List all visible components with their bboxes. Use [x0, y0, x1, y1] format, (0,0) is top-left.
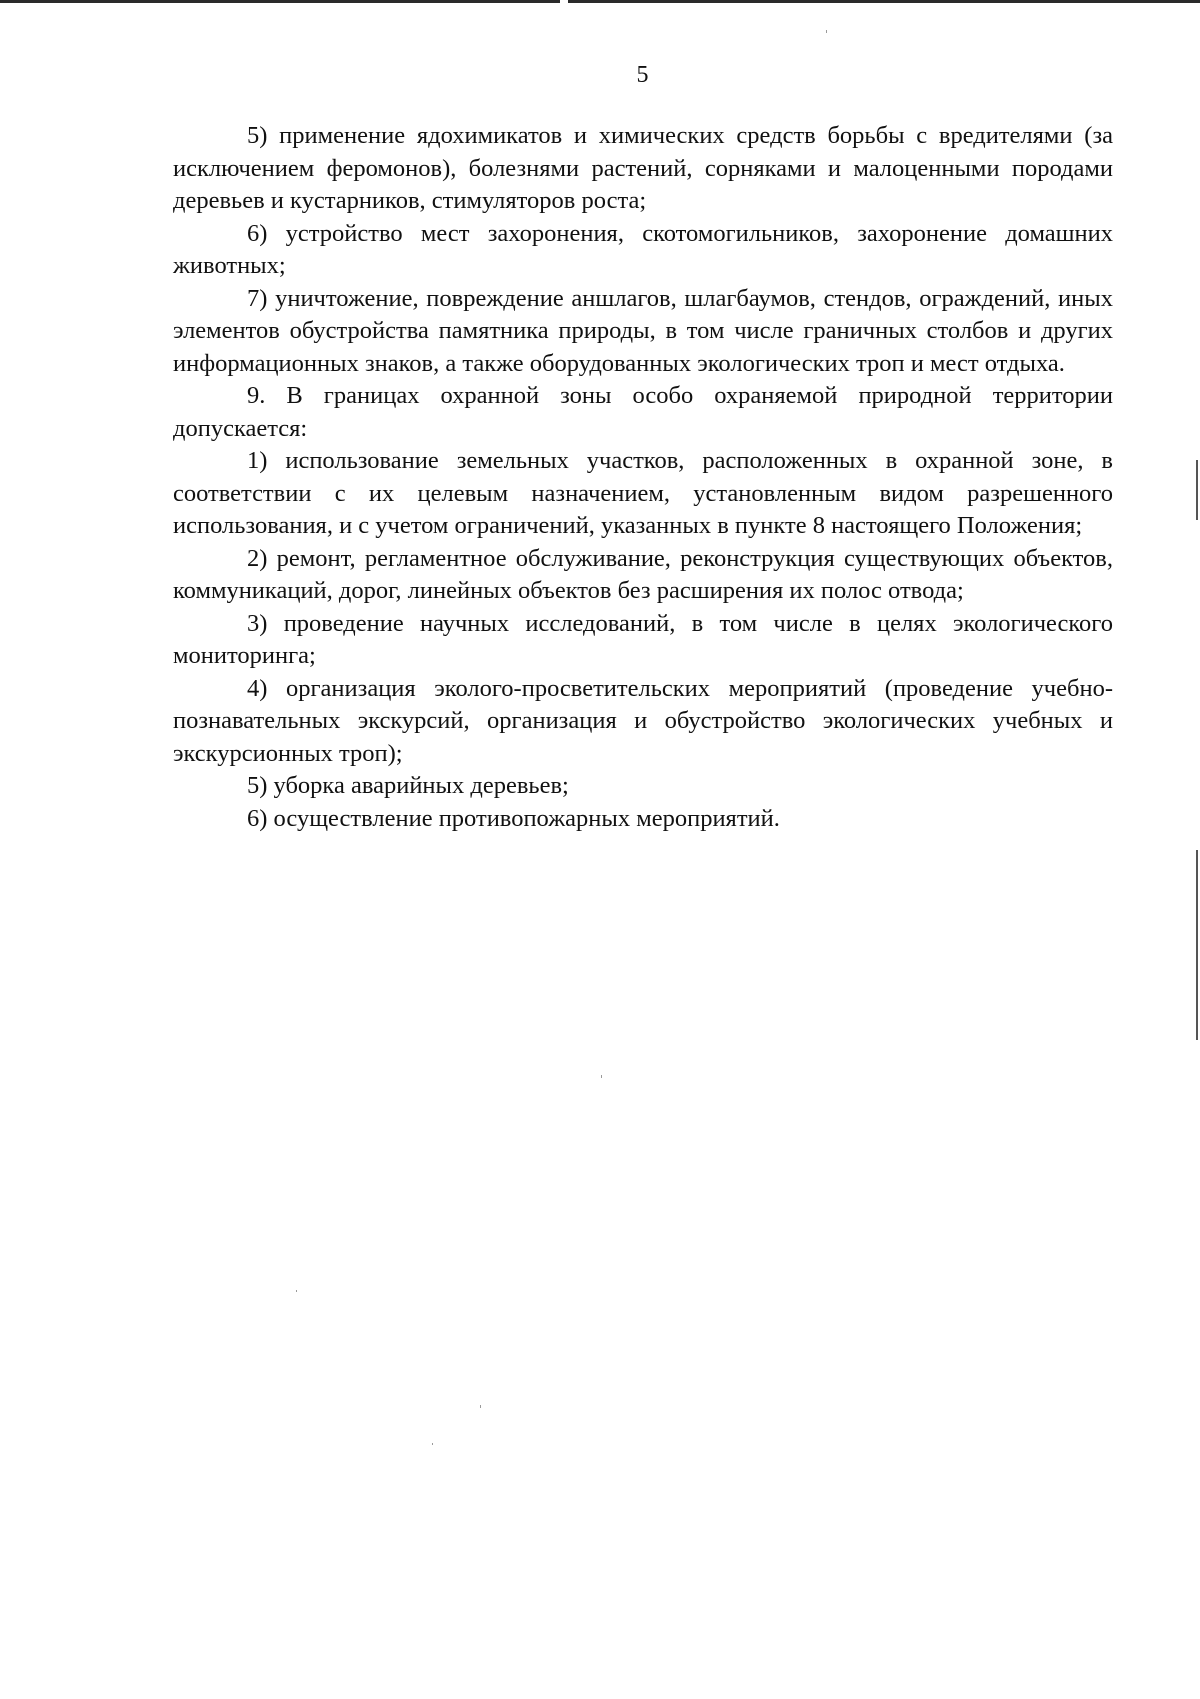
scan-speck	[432, 1443, 433, 1445]
scan-speck	[480, 1405, 481, 1408]
paragraph-item-7-destruction: 7) уничтожение, повреждение аншлагов, шлагбаумов, стендов, ограждений, иных элементов обустройства памятника природы, в том числе граничных столбов и других информационных знаков, а также оборудованных экологических троп и мест отдыха.	[173, 284, 1113, 377]
page-number: 5	[636, 62, 649, 88]
scan-speck	[601, 1075, 602, 1078]
paragraph-item-5-pesticides: 5) применение ядохимикатов и химических средств борьбы с вредителями (за исключением феромонов), болезнями растений, сорняками и малоценными породами деревьев и кустарников, стимуляторов роста;	[173, 122, 1113, 214]
paragraph-item-3-research: 3) проведение научных исследований, в том числе в целях экологического мониторинга;	[173, 609, 1113, 669]
scan-top-border	[0, 0, 1200, 3]
scan-speck	[296, 1290, 297, 1292]
scan-speck	[826, 30, 827, 33]
paragraph-section-9-heading: 9. В границах охранной зоны особо охраняемой природной территории допускается:	[173, 382, 1113, 442]
paragraph-item-2-repair: 2) ремонт, регламентное обслуживание, реконструкция существующих объектов, коммуникаций, дорог, линейных объектов без расширения их полос отвода;	[173, 544, 1113, 604]
paragraph-item-1-land-use: 1) использование земельных участков, расположенных в охранной зоне, в соответствии с их целевым назначением, установленным видом разрешенного использования, и с учетом ограничений, указанных в пункте 8 настоящего Положения;	[173, 447, 1113, 539]
paragraph-item-6-fire-prevention: 6) осуществление противопожарных мероприятий.	[247, 804, 780, 832]
document-body	[173, 120, 1113, 835]
scan-edge-mark	[1196, 850, 1198, 1040]
scan-top-border-gap	[560, 0, 568, 3]
paragraph-item-4-education: 4) организация эколого-просветительских мероприятий (проведение учебно-познавательных экскурсий, организация и обустройство экологических учебных и экскурсионных троп);	[173, 674, 1113, 767]
paragraph-item-5-tree-cleanup: 5) уборка аварийных деревьев;	[247, 772, 569, 799]
scan-edge-mark	[1196, 460, 1198, 520]
paragraph-item-6-burials: 6) устройство мест захоронения, скотомогильников, захоронение домашних животных;	[173, 219, 1113, 279]
